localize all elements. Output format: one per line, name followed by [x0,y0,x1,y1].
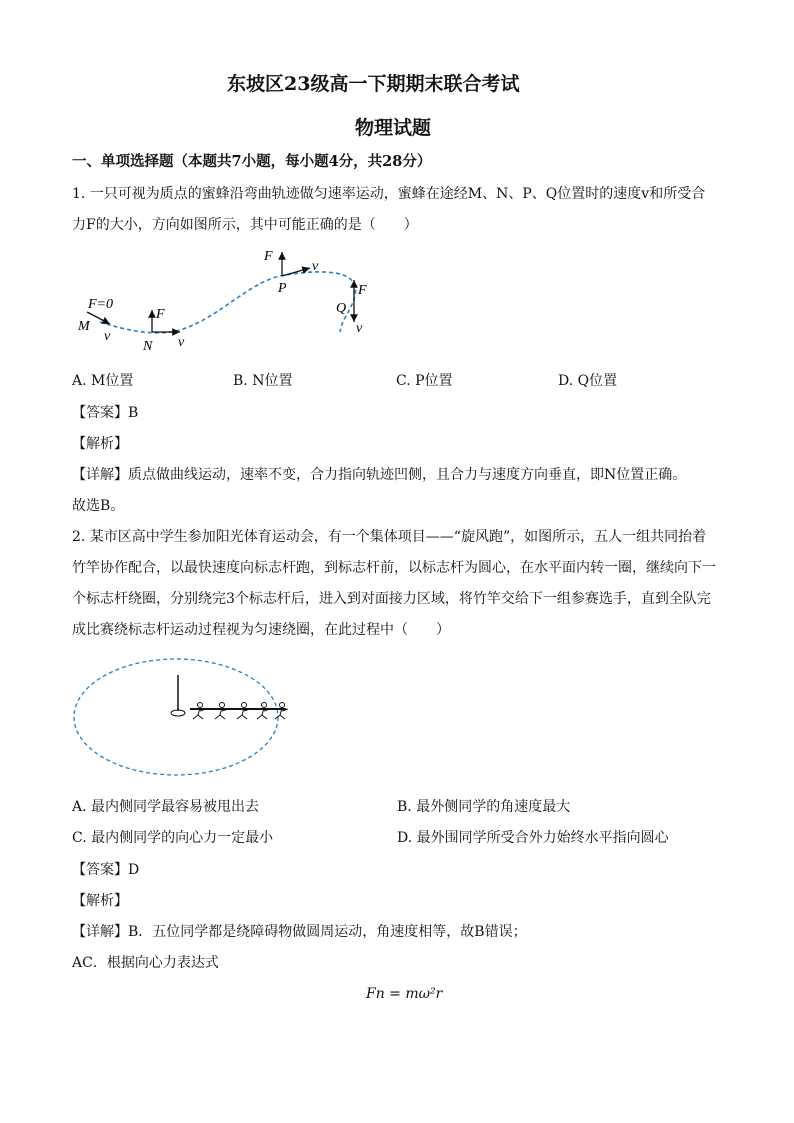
label-Q: Q [336,301,347,316]
q2-option-a: A. 最内侧同学最容易被甩出去 [72,799,260,815]
label-F-P: F [264,249,273,264]
label-F0: F=0 [88,297,113,312]
section-heading: 一、单项选择题（本题共7小题，每小题4分，共28分） [72,153,432,170]
q1-detail: 【详解】质点做曲线运动，速率不变，合力指向轨迹凹侧，且合力与速度方向垂直，即N位置正确。 [72,467,687,483]
page-subtitle: 物理试题 [355,117,432,139]
q1-option-d: D. Q位置 [558,373,618,389]
q1-conclusion: 故选B。 [72,498,125,514]
q2-stem-line4: 成比赛绕标志杆运动过程视为匀速绕圈，在此过程中（ ） [72,622,450,638]
label-v-M: v [104,329,111,344]
v-arrow-M [87,312,110,324]
q2-analysis: 【解析】 [72,893,128,909]
label-v-Q: v [356,321,363,336]
label-N: N [143,339,153,354]
v-arrow-P [282,268,310,276]
q1-option-b: B. N位置 [233,373,293,389]
q2-option-d: D. 最外围同学所受合外力始终水平指向圆心 [397,830,669,846]
q2-ac: AC．根据向心力表达式 [72,955,219,971]
q2-stem-line2: 竹竿协作配合，以最快速度向标志杆跑，到标志杆前，以标志杆为圆心，在水平面内转一圈，继续向下一 [72,560,716,576]
circular-path [74,659,278,775]
trajectory-curve [100,272,356,333]
label-F-N: F [156,307,165,322]
page-title: 东坡区23级高一下期期末联合考试 [227,73,520,95]
label-P: P [278,281,287,296]
label-M: M [78,319,90,334]
q2-stem-line3: 个标志杆绕圈，分别绕完3个标志杆后，进入到对面接力区域，将竹竿交给下一组参赛选手，直到全队完 [72,591,711,607]
runners [193,703,288,720]
q1-analysis: 【解析】 [72,436,128,452]
q1-trajectory-figure [70,240,390,360]
q1-answer: 【答案】B [72,405,139,421]
q2-whirlwind-figure [72,655,312,785]
q2-formula: Fn = mω²r [366,986,443,1002]
label-v-N: v [178,335,185,350]
q2-answer: 【答案】D [72,862,140,878]
q1-stem-line1: 1. 一只可视为质点的蜜蜂沿弯曲轨迹做匀速率运动，蜜蜂在途经M、N、P、Q位置时的速度v和所受合 [72,186,706,202]
label-F-Q: F [358,283,367,298]
label-v-P: v [312,259,319,274]
q1-stem-line2: 力F的大小，方向如图所示，其中可能正确的是（ ） [72,217,418,233]
q1-option-c: C. P位置 [396,373,453,389]
q1-option-a: A. M位置 [72,373,134,389]
q2-option-c: C. 最内侧同学的向心力一定最小 [72,830,274,846]
q2-stem-line1: 2. 某市区高中学生参加阳光体育运动会，有一个集体项目——“旋风跑”，如图所示，五人一组共同抬着 [72,529,707,545]
q2-option-b: B. 最外侧同学的角速度最大 [397,799,571,815]
q2-detail: 【详解】B．五位同学都是绕障碍物做圆周运动，角速度相等，故B错误； [72,924,527,940]
